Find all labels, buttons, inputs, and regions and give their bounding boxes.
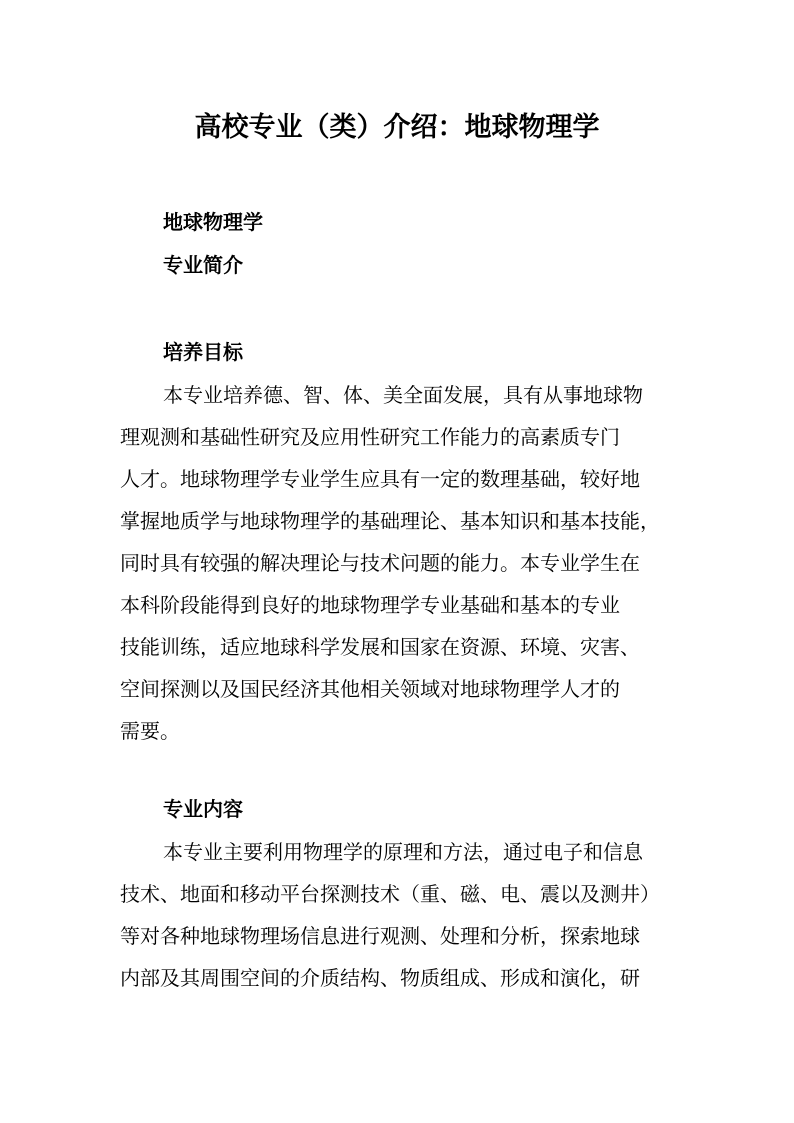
paragraph-line: 空间探测以及国民经济其他相关领域对地球物理学人才的 [120, 677, 620, 701]
paragraph-line: 掌握地质学与地球物理学的基础理论、基本知识和基本技能， [120, 509, 660, 533]
paragraph-line: 人才。地球物理学专业学生应具有一定的数理基础，较好地 [120, 467, 640, 491]
intro-heading: 专业简介 [163, 253, 243, 277]
paragraph-line: 本科阶段能得到良好的地球物理学专业基础和基本的专业 [120, 593, 620, 617]
section-heading-goals: 培养目标 [163, 340, 243, 364]
section-paragraph-goals [120, 374, 680, 752]
paragraph-line: 技能训练，适应地球科学发展和国家在资源、环境、灾害、 [120, 635, 640, 659]
paragraph-line: 本专业培养德、智、体、美全面发展，具有从事地球物 [163, 383, 643, 407]
section-paragraph-content [120, 831, 680, 999]
section-heading-content: 专业内容 [163, 797, 243, 821]
paragraph-line: 理观测和基础性研究及应用性研究工作能力的高素质专门 [120, 425, 620, 449]
paragraph-line: 同时具有较强的解决理论与技术问题的能力。本专业学生在 [120, 551, 640, 575]
paragraph-line: 需要。 [120, 719, 180, 743]
paragraph-line: 内部及其周围空间的介质结构、物质组成、形成和演化，研 [120, 966, 640, 990]
paragraph-line: 技术、地面和移动平台探测技术（重、磁、电、震以及测井） [120, 882, 660, 906]
major-name-heading: 地球物理学 [163, 210, 263, 234]
paragraph-line: 本专业主要利用物理学的原理和方法，通过电子和信息 [163, 840, 643, 864]
paragraph-line: 等对各种地球物理场信息进行观测、处理和分析，探索地球 [120, 924, 640, 948]
document-title: 高校专业（类）介绍：地球物理学 [194, 112, 600, 143]
